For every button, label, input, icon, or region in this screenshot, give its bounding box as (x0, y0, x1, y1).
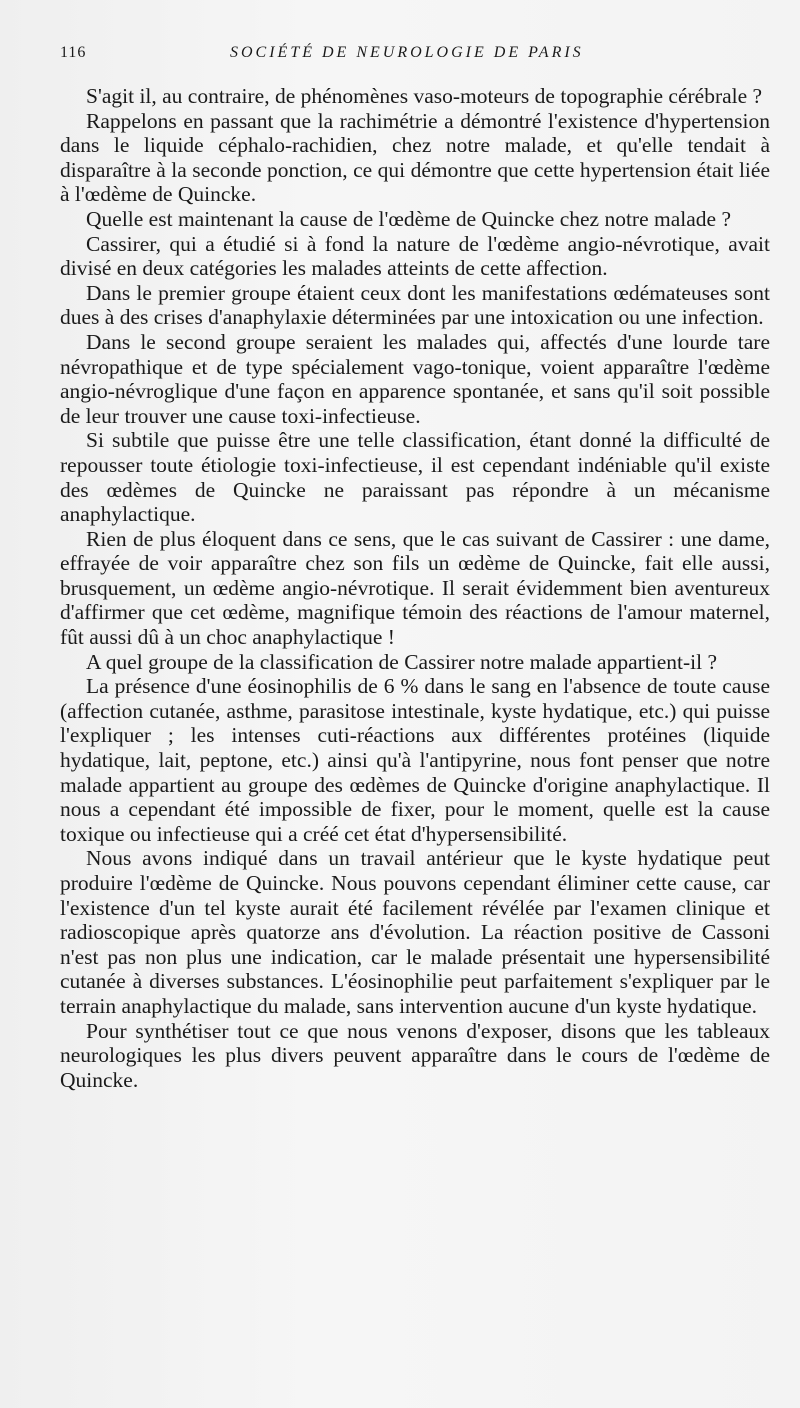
paragraph: Si subtile que puisse être une telle classification, étant donné la difficulté de repousser toute étiologie toxi-infectieuse, il est cependant indéniable qu'il existe des œdèmes de Quincke ne paraissant pas répondre à un mécanisme anaphylactique. (60, 428, 770, 527)
paragraph: Dans le premier groupe étaient ceux dont les manifestations œdémateuses sont dues à des crises d'anaphylaxie déterminées par une intoxication ou une infection. (60, 280, 770, 330)
paragraph: Quelle est maintenant la cause de l'œdème de Quincke chez notre malade ? (86, 206, 731, 231)
paragraph: Cassirer, qui a étudié si à fond la nature de l'œdème angio-névrotique, avait divisé en deux catégories les malades atteints de cette affection. (60, 231, 770, 281)
paragraph: A quel groupe de la classification de Cassirer notre malade appartient-il ? (86, 649, 718, 674)
paragraph: Rappelons en passant que la rachimétrie a démontré l'existence d'hypertension dans le liquide céphalo-rachidien, chez notre malade, et qu'elle tendait à disparaître à la seconde ponction, ce qui démontre que cette hypertension était liée à l'œdème de Quincke. (60, 108, 770, 207)
paragraph: S'agit il, au contraire, de phénomènes vaso-moteurs de topographie cérébrale ? (86, 84, 763, 108)
running-head: SOCIÉTÉ DE NEUROLOGIE DE PARIS (230, 44, 584, 61)
paragraph: La présence d'une éosinophilis de 6 % dans le sang en l'absence de toute cause (affection cutanée, asthme, parasitose intestinale, kyste hydatique, etc.) qui puisse l'expliquer ; les intenses cuti-réactions aux différentes protéines (liquide hydatique, lait, peptone, etc.) ainsi qu'à l'antipyrine, nous font penser que notre malade appartient au groupe des œdèmes de Quincke d'origine anaphylactique. Il nous a cependant été impossible de fixer, pour le moment, quelle est la cause toxique ou infectieuse qui a créé cet état d'hypersensibilité. (60, 674, 770, 846)
paragraph: Dans le second groupe seraient les malades qui, affectés d'une lourde tare névropathique et de type spécialement vago-tonique, voient apparaître l'œdème angio-névroglique d'une façon en apparence spontanée, et sans qu'il soit possible de leur trouver une cause toxi-infectieuse. (60, 329, 770, 428)
paragraph: Pour synthétiser tout ce que nous venons d'exposer, disons que les tableaux neurologiques les plus divers peuvent apparaître dans le cours de l'œdème de Quincke. (60, 1018, 770, 1092)
page-header (60, 44, 760, 70)
body-text (60, 84, 770, 1092)
paragraph: Rien de plus éloquent dans ce sens, que le cas suivant de Cassirer : une dame, effrayée de voir apparaître chez son fils un œdème de Quincke, fait elle aussi, brusquement, un œdème angio-névrotique. Il serait évidemment bien aventureux d'affirmer que cet œdème, magnifique témoin des réactions de l'amour maternel, fût aussi dû à un choc anaphylactique ! (60, 526, 770, 650)
page-number: 116 (60, 44, 87, 61)
paragraph: Nous avons indiqué dans un travail antérieur que le kyste hydatique peut produire l'œdème de Quincke. Nous pouvons cependant éliminer cette cause, car l'existence d'un tel kyste aurait été facilement révélée par l'examen clinique et radioscopique après quatorze ans d'évolution. La réaction positive de Cassoni n'est pas non plus une indication, car le malade présentait une hypersensibilité cutanée à diverses substances. L'éosinophilie peut parfaitement s'expliquer par le terrain anaphylactique du malade, sans intervention aucune d'un kyste hydatique. (60, 846, 770, 1018)
